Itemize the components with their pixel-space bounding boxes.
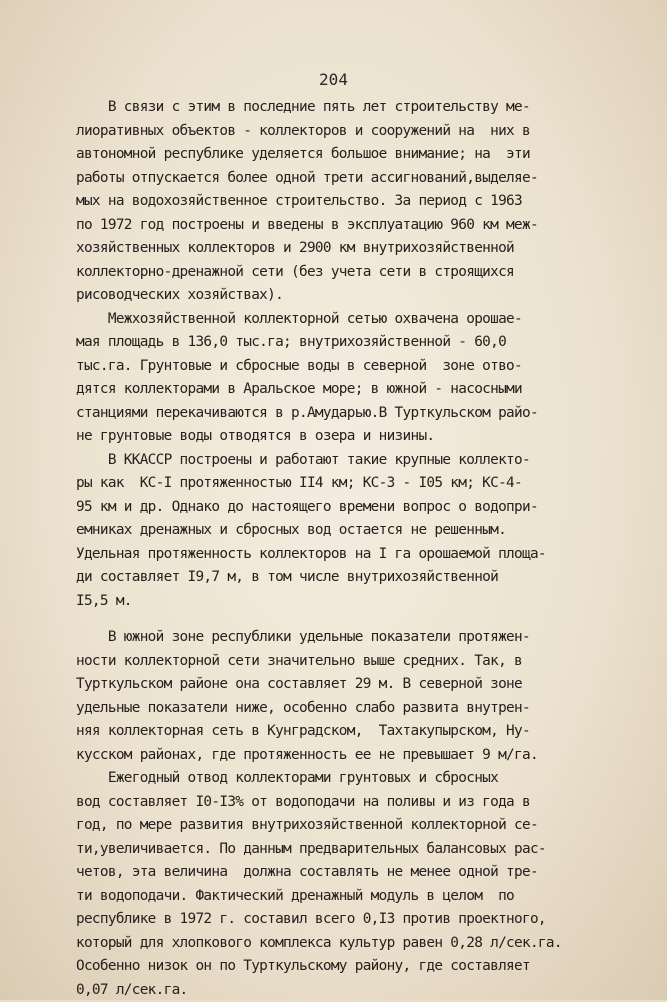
text-line: вод составляет I0-I3% от водоподачи на поливы и из года в <box>76 791 636 815</box>
text-line: В связи с этим в последние пять лет строительству ме- <box>76 96 636 120</box>
text-line: год, по мере развития внутрихозяйственной коллекторной се- <box>76 814 636 838</box>
text-line: не грунтовые воды отводятся в озера и низины. <box>76 425 636 449</box>
paragraph <box>76 449 636 614</box>
text-line: удельные показатели ниже, особенно слабо развита внутрен- <box>76 697 636 721</box>
text-line: рисоводческих хозяйствах). <box>76 284 636 308</box>
text-line: емниках дренажных и сбросных вод остается не решенным. <box>76 519 636 543</box>
text-line: Удельная протяженность коллекторов на I га орошаемой площа- <box>76 543 636 567</box>
text-line: мая площадь в 136,0 тыс.га; внутрихозяйственной - 60,0 <box>76 331 636 355</box>
text-line: хозяйственных коллекторов и 2900 км внутрихозяйственной <box>76 237 636 261</box>
text-line: республике в 1972 г. составил всего 0,I3 против проектного, <box>76 908 636 932</box>
text-line: ти,увеличивается. По данным предварительных балансовых рас- <box>76 838 636 862</box>
text-line: Турткульском районе она составляет 29 м. В северной зоне <box>76 673 636 697</box>
text-line: В южной зоне республики удельные показатели протяжен- <box>76 626 636 650</box>
text-line: работы отпускается более одной трети ассигнований,выделяе- <box>76 167 636 191</box>
text-line: 95 км и др. Однако до настоящего времени вопрос о водопри- <box>76 496 636 520</box>
text-line: няя коллекторная сеть в Кунградском, Тахтакупырском, Ну- <box>76 720 636 744</box>
paragraph <box>76 96 636 308</box>
text-line: по 1972 год построены и введены в эксплуатацию 960 км меж- <box>76 214 636 238</box>
body-text <box>76 96 636 1002</box>
text-line: I5,5 м. <box>76 590 636 614</box>
text-line: лиоративных объектов - коллекторов и сооружений на них в <box>76 120 636 144</box>
text-line: четов, эта величина должна составлять не менее одной тре- <box>76 861 636 885</box>
page-number: 204 <box>0 70 667 89</box>
paragraph <box>76 626 636 1002</box>
text-line: коллекторно-дренажной сети (без учета сети в строящихся <box>76 261 636 285</box>
text-line: автономной республике уделяется большое внимание; на эти <box>76 143 636 167</box>
text-line: кусском районах, где протяженность ее не превышает 9 м/га. <box>76 744 636 768</box>
paragraph <box>76 308 636 449</box>
text-line: дятся коллекторами в Аральское море; в южной - насосными <box>76 378 636 402</box>
text-line: ности коллекторной сети значительно выше средних. Так, в <box>76 650 636 674</box>
text-line: тыс.га. Грунтовые и сбросные воды в северной зоне отво- <box>76 355 636 379</box>
text-line: Ежегодный отвод коллекторами грунтовых и сбросных <box>76 767 636 791</box>
paragraph-gap <box>76 613 636 626</box>
text-line: ти водоподачи. Фактический дренажный модуль в целом по <box>76 885 636 909</box>
text-line: станциями перекачиваются в р.Амударью.В Турткульском райо- <box>76 402 636 426</box>
text-line: В ККАССР построены и работают такие крупные коллекто- <box>76 449 636 473</box>
text-line: 0,07 л/сек.га. <box>76 979 636 1002</box>
text-line: ры как КС-I протяженностью II4 км; КС-3 - I05 км; КС-4- <box>76 472 636 496</box>
text-line: ди составляет I9,7 м, в том числе внутрихозяйственной <box>76 566 636 590</box>
text-line: который для хлопкового комплекса культур равен 0,28 л/сек.га. <box>76 932 636 956</box>
text-line: Межхозяйственной коллекторной сетью охвачена орошае- <box>76 308 636 332</box>
text-line: Особенно низок он по Турткульскому району, где составляет <box>76 955 636 979</box>
text-line: мых на водохозяйственное строительство. За период с 1963 <box>76 190 636 214</box>
